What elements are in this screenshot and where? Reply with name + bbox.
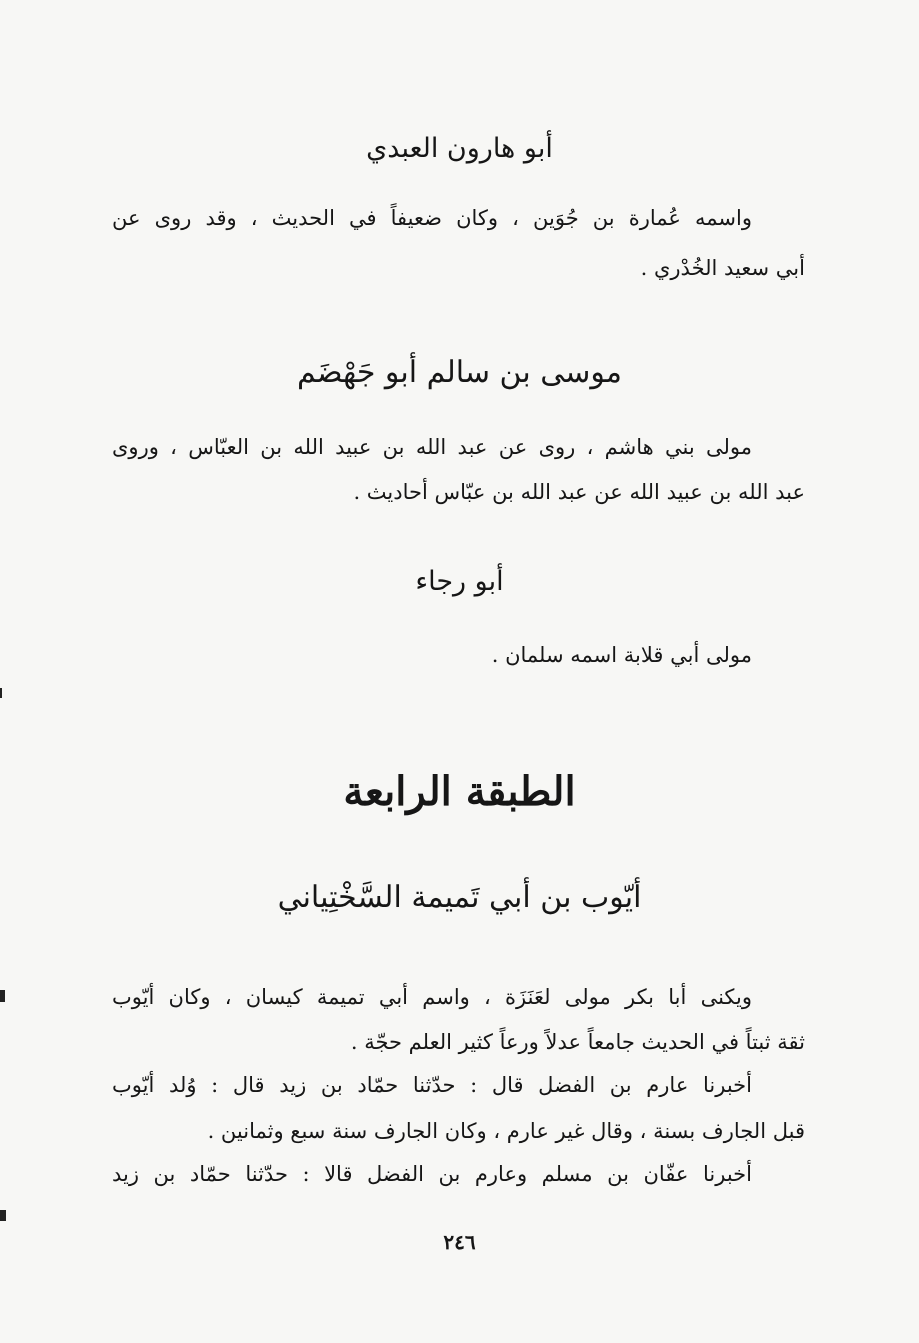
entry-heading-abu-raja: أبو رجاء (415, 566, 504, 597)
entry-text-line: أخبرنا عفّان بن مسلم وعارم بن الفضل قالا : حدّثنا حمّاد بن زيد (112, 1162, 752, 1186)
entry-heading-abu-harun: أبو هارون العبدي (366, 133, 553, 164)
chapter-title: الطبقة الرابعة (343, 768, 576, 815)
entry-text-line: أبي سعيد الخُدْري . (640, 256, 805, 280)
entry-text-line: ثقة ثبتاً في الحديث جامعاً عدلاً ورعاً كثير العلم حجّة . (350, 1030, 805, 1054)
scan-edge-mark (0, 990, 5, 1002)
entry-heading-musa-bin-salim: موسى بن سالم أبو جَهْضَم (297, 355, 622, 390)
entry-text-line: مولى بني هاشم ، روى عن عبد الله بن عبيد الله بن العبّاس ، وروى (112, 435, 752, 459)
scan-edge-mark (0, 1210, 6, 1221)
entry-text-line: قبل الجارف بسنة ، وقال غير عارم ، وكان الجارف سنة سبع وثمانين . (207, 1119, 805, 1143)
entry-text-line: واسمه عُمارة بن جُوَين ، وكان ضعيفاً في الحديث ، وقد روى عن (112, 206, 752, 230)
entry-text-line: عبد الله بن عبيد الله عن عبد الله بن عبّاس أحاديث . (353, 480, 805, 504)
entry-text-line: أخبرنا عارم بن الفضل قال : حدّثنا حمّاد بن زيد قال : وُلد أيّوب (112, 1073, 752, 1097)
entry-text-line: مولى أبي قلابة اسمه سلمان . (491, 643, 752, 667)
page-number: ٢٤٦ (443, 1230, 476, 1254)
entry-heading-ayyub: أيّوب بن أبي تَميمة السَّخْتِياني (277, 880, 642, 915)
entry-text-line: ويكنى أبا بكر مولى لعَنَزَة ، واسم أبي تميمة كيسان ، وكان أيّوب (112, 985, 752, 1009)
scan-edge-mark (0, 688, 2, 698)
